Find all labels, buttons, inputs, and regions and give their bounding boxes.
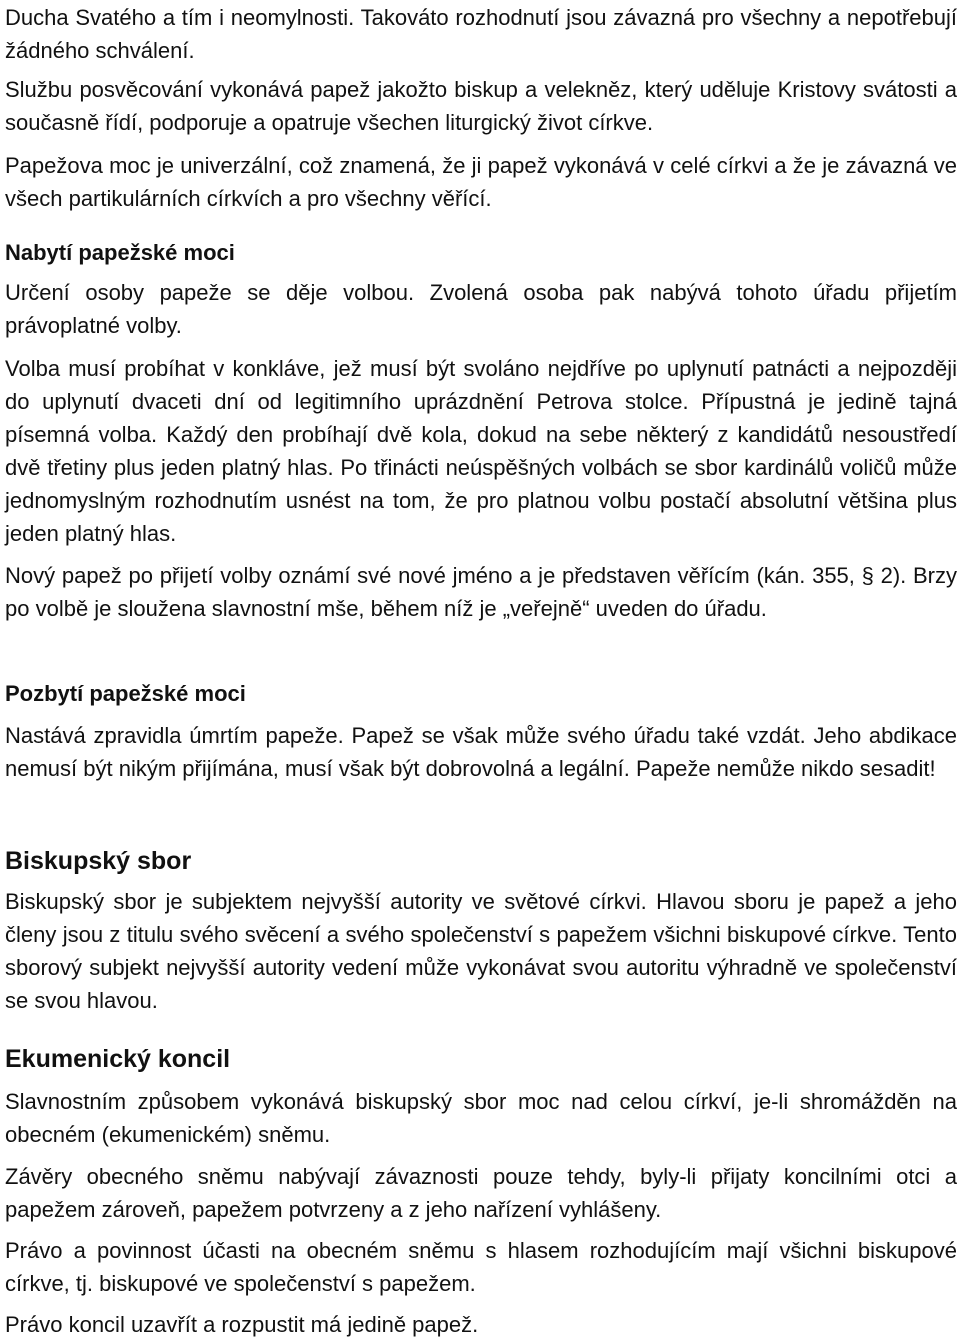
paragraph-sanctification-service: Službu posvěcování vykonává papež jakožto biskup a velekněz, který uděluje Kristovy svátosti a současně řídí, podporuje a opatruje všechen liturgický život církve. [5, 77, 957, 135]
paragraph-new-pope: Nový papež po přijetí volby oznámí své nové jméno a je představen věřícím (kán. 355, § 2). Brzy po volbě je sloužena slavnostní mše, během níž je „veřejně“ uveden do úřadu. [5, 563, 957, 621]
paragraph-council-power: Slavnostním způsobem vykonává biskupský sbor moc nad celou církví, je-li shromážděn na obecném (ekumenickém) sněmu. [5, 1089, 957, 1147]
paragraph-college-of-bishops: Biskupský sbor je subjektem nejvyšší autority ve světové církvi. Hlavou sboru je papež a jeho členy jsou z titulu svého svěcení a svého společenství s papežem všichni biskupové církve. Tento sborový subjekt nejvyšší autority vedení může vykonávat svou autoritu výhradně ve společenství se svou hlavou. [5, 889, 957, 1013]
heading-acquiring-papal-power: Nabytí papežské moci [5, 240, 235, 265]
heading-ecumenical-council: Ekumenický koncil [5, 1045, 231, 1073]
paragraph-holy-spirit-decisions: Ducha Svatého a tím i neomylnosti. Takováto rozhodnutí jsou závazná pro všechny a nepotřebují žádného schválení. [5, 5, 957, 63]
heading-college-of-bishops: Biskupský sbor [5, 847, 192, 875]
paragraph-conclave: Volba musí probíhat v konkláve, jež musí být svoláno nejdříve po uplynutí patnácti a nejpozději do uplynutí dvaceti dní od legitimního uprázdnění Petrova stolce. Přípustná je jedině tajná písemná volba. Každý den probíhají dvě kola, dokud na sebe některý z kandidátů nesoustředí dvě třetiny plus jeden platný hlas. Po třinácti neúspěšných volbách se sbor kardinálů voličů může jednomyslným rozhodnutím usnést na tom, že pro platnou volbu postačí absolutní většina plus jeden platný hlas. [5, 356, 957, 546]
heading-losing-papal-power: Pozbytí papežské moci [5, 681, 246, 706]
paragraph-council-participation: Právo a povinnost účasti na obecném sněmu s hlasem rozhodujícím mají všichni biskupové církve, tj. biskupové ve společenství s papežem. [5, 1238, 957, 1296]
paragraph-universal-power: Papežova moc je univerzální, což znamená, že ji papež vykonává v celé církvi a že je závazná ve všech partikulárních církvích a pro všechny věřící. [5, 153, 957, 211]
paragraph-council-conclusions: Závěry obecného sněmu nabývají závaznosti pouze tehdy, byly-li přijaty koncilními otci a papežem zároveň, papežem potvrzeny a z jeho nařízení vyhlášeny. [5, 1164, 957, 1222]
paragraph-death-abdication: Nastává zpravidla úmrtím papeže. Papež se však může svého úřadu také vzdát. Jeho abdikace nemusí být nikým přijímána, musí však být dobrovolná a legální. Papeže nemůže nikdo sesadit! [5, 723, 957, 781]
paragraph-election: Určení osoby papeže se děje volbou. Zvolená osoba pak nabývá tohoto úřadu přijetím právoplatné volby. [5, 280, 957, 338]
paragraph-council-dissolution: Právo koncil uzavřít a rozpustit má jedině papež. [5, 1312, 479, 1337]
